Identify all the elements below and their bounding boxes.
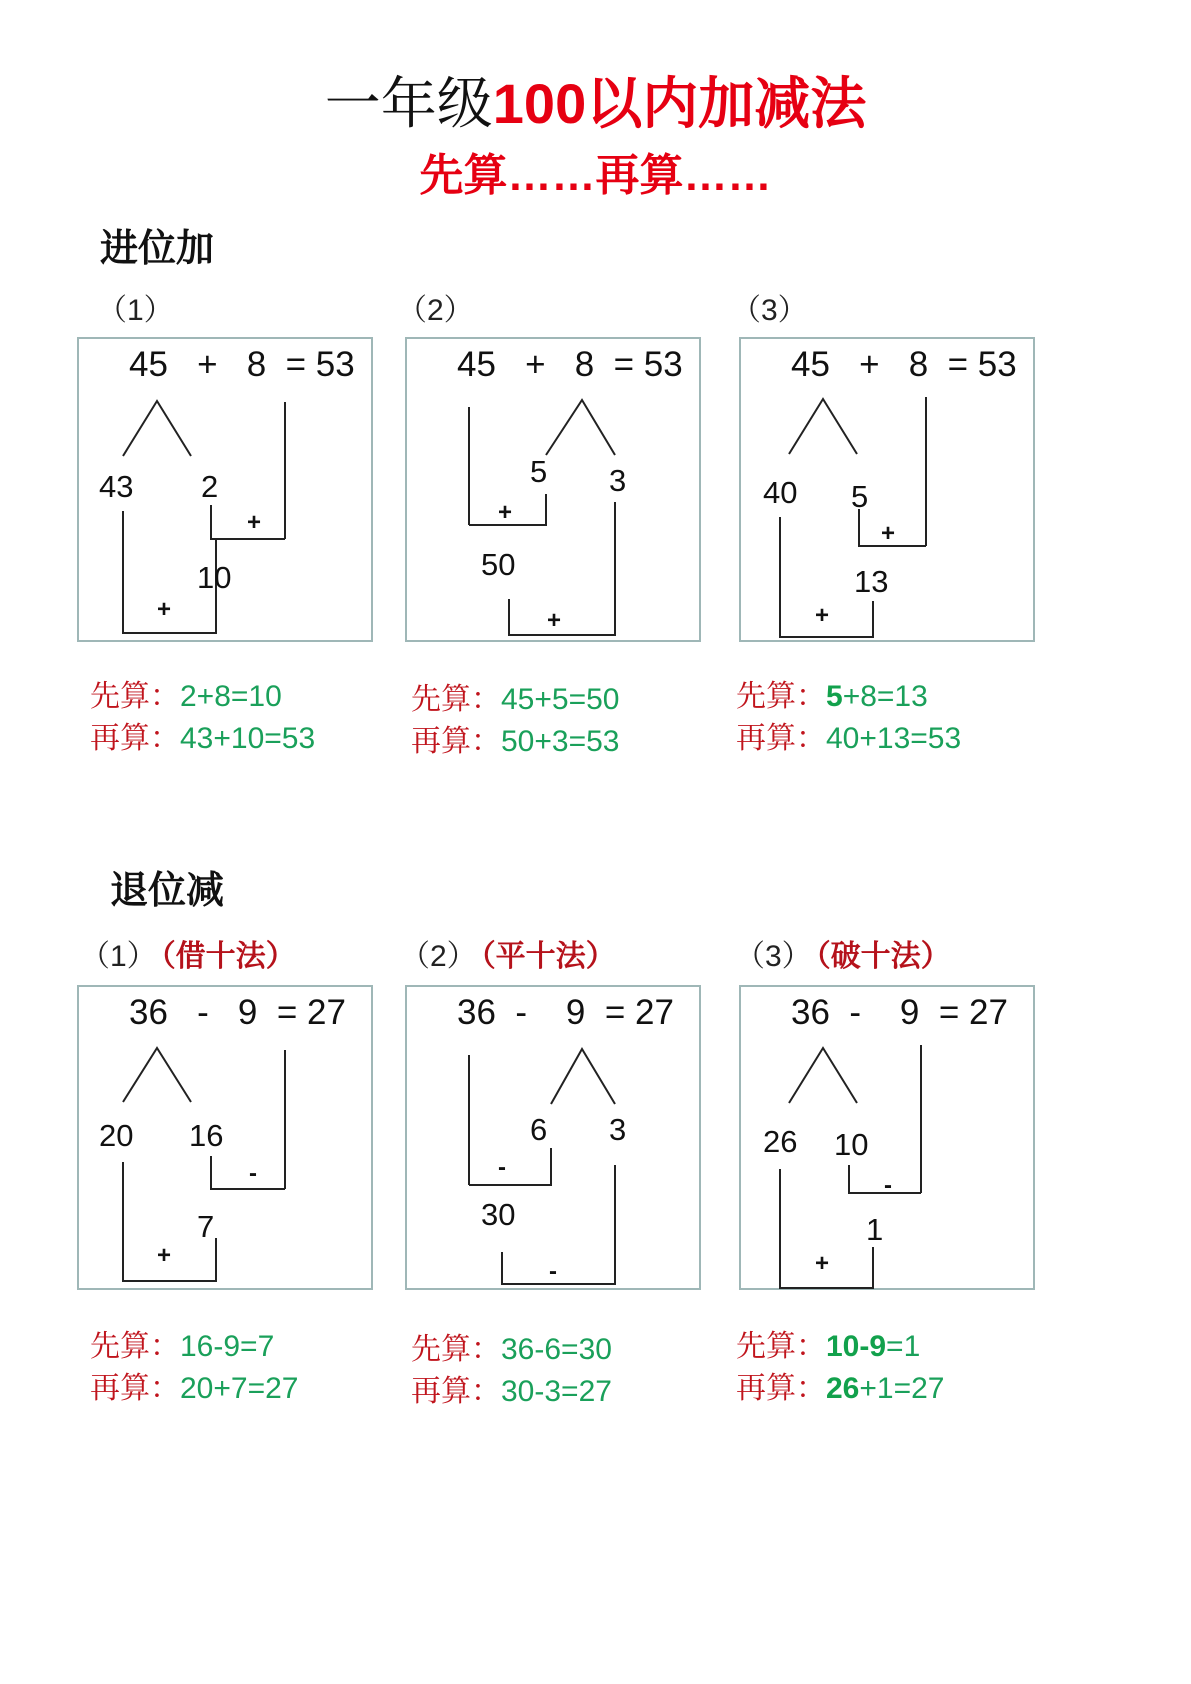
equation: 36 - 9 = 27	[457, 993, 674, 1032]
subtraction-item-1-label	[80, 940, 296, 974]
inner-operator: +	[498, 499, 513, 526]
intermediate-value: 50	[481, 547, 516, 582]
split-left-value: 5	[530, 454, 548, 489]
inner-operator: +	[247, 509, 262, 536]
equation: 45 + 8 = 53	[129, 345, 355, 384]
intermediate-value: 1	[866, 1212, 884, 1247]
then-step-label: 再算：	[736, 722, 826, 755]
outer-operator: +	[815, 1250, 830, 1277]
split-right-value: 3	[609, 463, 627, 498]
page-subtitle: 先算……再算……	[419, 151, 772, 200]
inner-operator: -	[249, 1160, 257, 1187]
then-step	[736, 718, 961, 760]
addition-heading: 进位加	[100, 225, 215, 270]
page-title	[0, 72, 1191, 136]
item-number: （1）	[80, 940, 157, 973]
item-number: （1）	[97, 294, 174, 327]
outer-operator: +	[815, 602, 830, 629]
inner-operator: -	[498, 1154, 506, 1181]
method-name: （借十法）	[160, 939, 296, 974]
split-right-value: 16	[189, 1118, 224, 1153]
addition-item-3-label	[731, 294, 808, 328]
first-step-value: 2+8=10	[180, 680, 282, 713]
split-branch	[551, 1049, 615, 1104]
then-step-label: 再算：	[90, 1372, 180, 1405]
first-step	[736, 676, 961, 718]
first-step-value: 45+5=50	[501, 683, 620, 716]
first-step-value: +8=13	[842, 680, 928, 713]
subtraction-steps-1	[90, 1326, 298, 1410]
split-left-value: 43	[99, 469, 134, 504]
first-step	[411, 679, 619, 721]
addition-item-2-label	[397, 294, 474, 328]
then-step-value: 43+10=53	[180, 722, 316, 755]
first-step-value: 16-9=7	[180, 1330, 275, 1363]
addition-diagram-3	[739, 337, 1035, 642]
inner-operator: -	[884, 1172, 892, 1199]
equation: 36 - 9 = 27	[129, 993, 346, 1032]
split-left-value: 20	[99, 1118, 134, 1153]
method-name: （破十法）	[815, 939, 951, 974]
title-grade: 一年级	[324, 72, 493, 135]
split-branch	[123, 401, 191, 456]
inner-bracket	[469, 1148, 551, 1185]
then-step-label: 再算：	[736, 1372, 826, 1405]
split-left-value: 40	[763, 475, 798, 510]
split-right-value: 10	[834, 1127, 869, 1162]
outer-bracket	[502, 1165, 615, 1284]
subtraction-item-3-label	[735, 940, 951, 974]
equation: 36 - 9 = 27	[791, 993, 1008, 1032]
outer-operator: +	[547, 607, 562, 634]
inner-bracket	[211, 1156, 285, 1189]
first-step	[736, 1326, 944, 1368]
addition-steps-1	[90, 676, 315, 760]
intermediate-value: 13	[854, 564, 889, 599]
split-branch	[789, 399, 857, 454]
first-step-label: 先算：	[90, 680, 180, 713]
then-step-value: 20+7=27	[180, 1372, 299, 1405]
subtraction-diagram-3	[739, 985, 1035, 1290]
then-step-value: 30-3=27	[501, 1375, 612, 1408]
then-step-label: 再算：	[411, 725, 501, 758]
outer-operator: +	[157, 596, 172, 623]
split-branch	[123, 1048, 191, 1102]
first-step	[411, 1329, 612, 1371]
then-step-value-highlight: 26	[826, 1372, 860, 1405]
method-name: （平十法）	[480, 939, 616, 974]
addition-steps-3	[736, 676, 961, 760]
then-step	[90, 718, 315, 760]
first-step	[90, 1326, 298, 1368]
item-number: （2）	[400, 940, 477, 973]
first-step-value-highlight: 5	[826, 680, 843, 713]
first-step-value-highlight: 10-9	[826, 1330, 887, 1363]
split-branch	[789, 1048, 857, 1103]
outer-bracket	[509, 502, 615, 635]
then-step-label: 再算：	[411, 1375, 501, 1408]
first-step	[90, 676, 315, 718]
then-step-label: 再算：	[90, 722, 180, 755]
subtraction-steps-2	[411, 1329, 612, 1413]
subtraction-heading: 退位减	[110, 867, 225, 912]
equation: 45 + 8 = 53	[791, 345, 1017, 384]
inner-operator: +	[881, 520, 896, 547]
then-step	[411, 721, 619, 763]
split-left-value: 26	[763, 1124, 798, 1159]
first-step-label: 先算：	[411, 1333, 501, 1366]
subtraction-item-2-label	[400, 940, 616, 974]
equation: 45 + 8 = 53	[457, 345, 683, 384]
title-topic: 100以内加减法	[492, 72, 867, 135]
then-step-value: 50+3=53	[501, 725, 620, 758]
intermediate-value: 30	[481, 1197, 516, 1232]
then-step	[90, 1368, 298, 1410]
split-right-value: 3	[609, 1112, 627, 1147]
item-number: （3）	[731, 294, 808, 327]
intermediate-value: 7	[197, 1209, 215, 1244]
first-step-label: 先算：	[411, 683, 501, 716]
subtraction-diagram-2	[405, 985, 701, 1290]
then-step-value: +1=27	[859, 1372, 945, 1405]
outer-operator: -	[549, 1258, 557, 1285]
addition-diagram-2	[405, 337, 701, 642]
split-right-value: 5	[851, 479, 869, 514]
item-number: （3）	[735, 940, 812, 973]
first-step-label: 先算：	[736, 1330, 826, 1363]
first-step-label: 先算：	[736, 680, 826, 713]
split-right-value: 2	[201, 469, 219, 504]
first-step-value: 36-6=30	[501, 1333, 612, 1366]
first-step-label: 先算：	[90, 1330, 180, 1363]
split-left-value: 6	[530, 1112, 548, 1147]
first-step-value: =1	[886, 1330, 921, 1363]
subtraction-steps-3	[736, 1326, 944, 1410]
item-number: （2）	[397, 294, 474, 327]
then-step	[736, 1368, 944, 1410]
addition-item-1-label	[97, 294, 174, 328]
split-branch	[546, 400, 615, 455]
then-step-value: 40+13=53	[826, 722, 962, 755]
addition-steps-2	[411, 679, 619, 763]
then-step	[411, 1371, 612, 1413]
intermediate-value: 10	[197, 560, 232, 595]
subtraction-diagram-1	[77, 985, 373, 1290]
addition-diagram-1	[77, 337, 373, 642]
outer-operator: +	[157, 1242, 172, 1269]
